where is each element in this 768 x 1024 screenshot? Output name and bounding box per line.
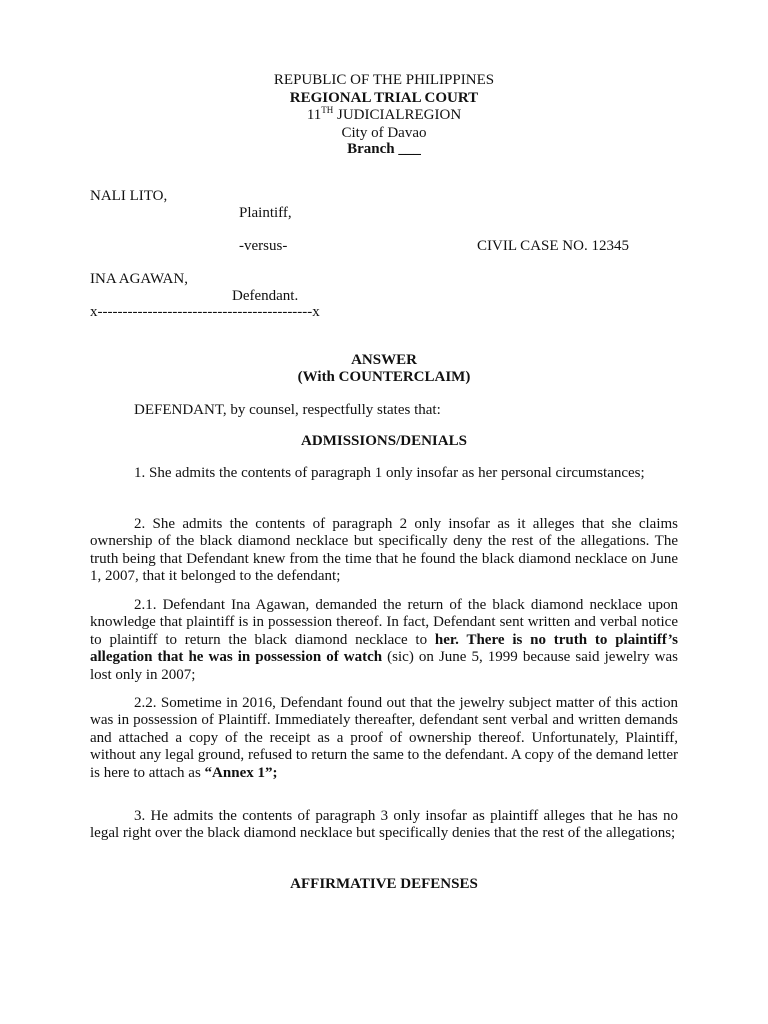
- paragraph-2-2-text: 2.2. Sometime in 2016, Defendant found out that the jewelry subject matter of this action was in possession of Plaintiff. Immediately thereafter, defendant sent verbal and written demands and attached a copy of the receipt as a proof of ownership thereof. Unfortunately, Plaintiff, without any legal ground, refused to return the same to the defendant. A copy of the demand letter is here to attach as: [90, 695, 678, 781]
- paragraph-1: 1. She admits the contents of paragraph 1 only insofar as her personal circumstances;: [134, 465, 645, 481]
- plaintiff-role: Plaintiff,: [239, 205, 292, 221]
- paragraph-2-1-text-b: (sic) on June 5, 1999 because said jewelry was lost only in 2007;: [90, 649, 678, 683]
- annex-reference: “Annex 1”;: [204, 764, 278, 781]
- defendant-name: INA AGAWAN,: [90, 271, 188, 287]
- section-admissions-denials: ADMISSIONS/DENIALS: [301, 433, 467, 449]
- paragraph-2-1: [90, 597, 678, 684]
- region-superscript: TH: [321, 105, 334, 115]
- header-region: [0, 106, 768, 125]
- defendant-role: Defendant.: [232, 288, 299, 304]
- document-title: ANSWER: [351, 352, 417, 368]
- versus-label: -versus-: [239, 238, 288, 254]
- civil-case-number: CIVIL CASE NO. 12345: [477, 238, 629, 254]
- intro-text: DEFENDANT, by counsel, respectfully states that:: [134, 402, 441, 418]
- document-subtitle: (With COUNTERCLAIM): [297, 369, 471, 385]
- header-city: City of Davao: [341, 125, 427, 141]
- plaintiff-name: NALI LITO,: [90, 188, 168, 204]
- region-text: JUDICIALREGION: [333, 107, 462, 123]
- paragraph-3: 3. He admits the contents of paragraph 3 only insofar as plaintiff alleges that he has no legal right over the black diamond necklace but specifically denies that the rest of the allegations;: [90, 808, 678, 842]
- header-republic: REPUBLIC OF THE PHILIPPINES: [273, 72, 495, 88]
- section-affirmative-defenses: AFFIRMATIVE DEFENSES: [290, 876, 478, 892]
- paragraph-2-1-text-a: 2.1. Defendant Ina Agawan, demanded the return of the black diamond necklace upon knowledge that plaintiff is in possession thereof. In fact, Defendant sent written and verbal notice to plaintiff to return the black diamond necklace to: [90, 597, 678, 648]
- paragraph-2-1-bold: her. There is no truth to plaintiff’s allegation that he was in possession of watch: [90, 631, 678, 666]
- header-court: REGIONAL TRIAL COURT: [289, 90, 479, 106]
- caption-separator: x-------------------------------------------x: [90, 304, 320, 320]
- paragraph-2: 2. She admits the contents of paragraph 2 only insofar as it alleges that she claims ownership of the black diamond necklace but specifically deny the rest of the allegations. The truth being that Defendant knew from the time that he found the black diamond necklace on June 1, 2007, that it belonged to the defendant;: [90, 516, 678, 585]
- region-number: 11: [306, 107, 322, 123]
- header-branch: Branch ___: [347, 141, 421, 157]
- paragraph-2-2: [90, 695, 678, 782]
